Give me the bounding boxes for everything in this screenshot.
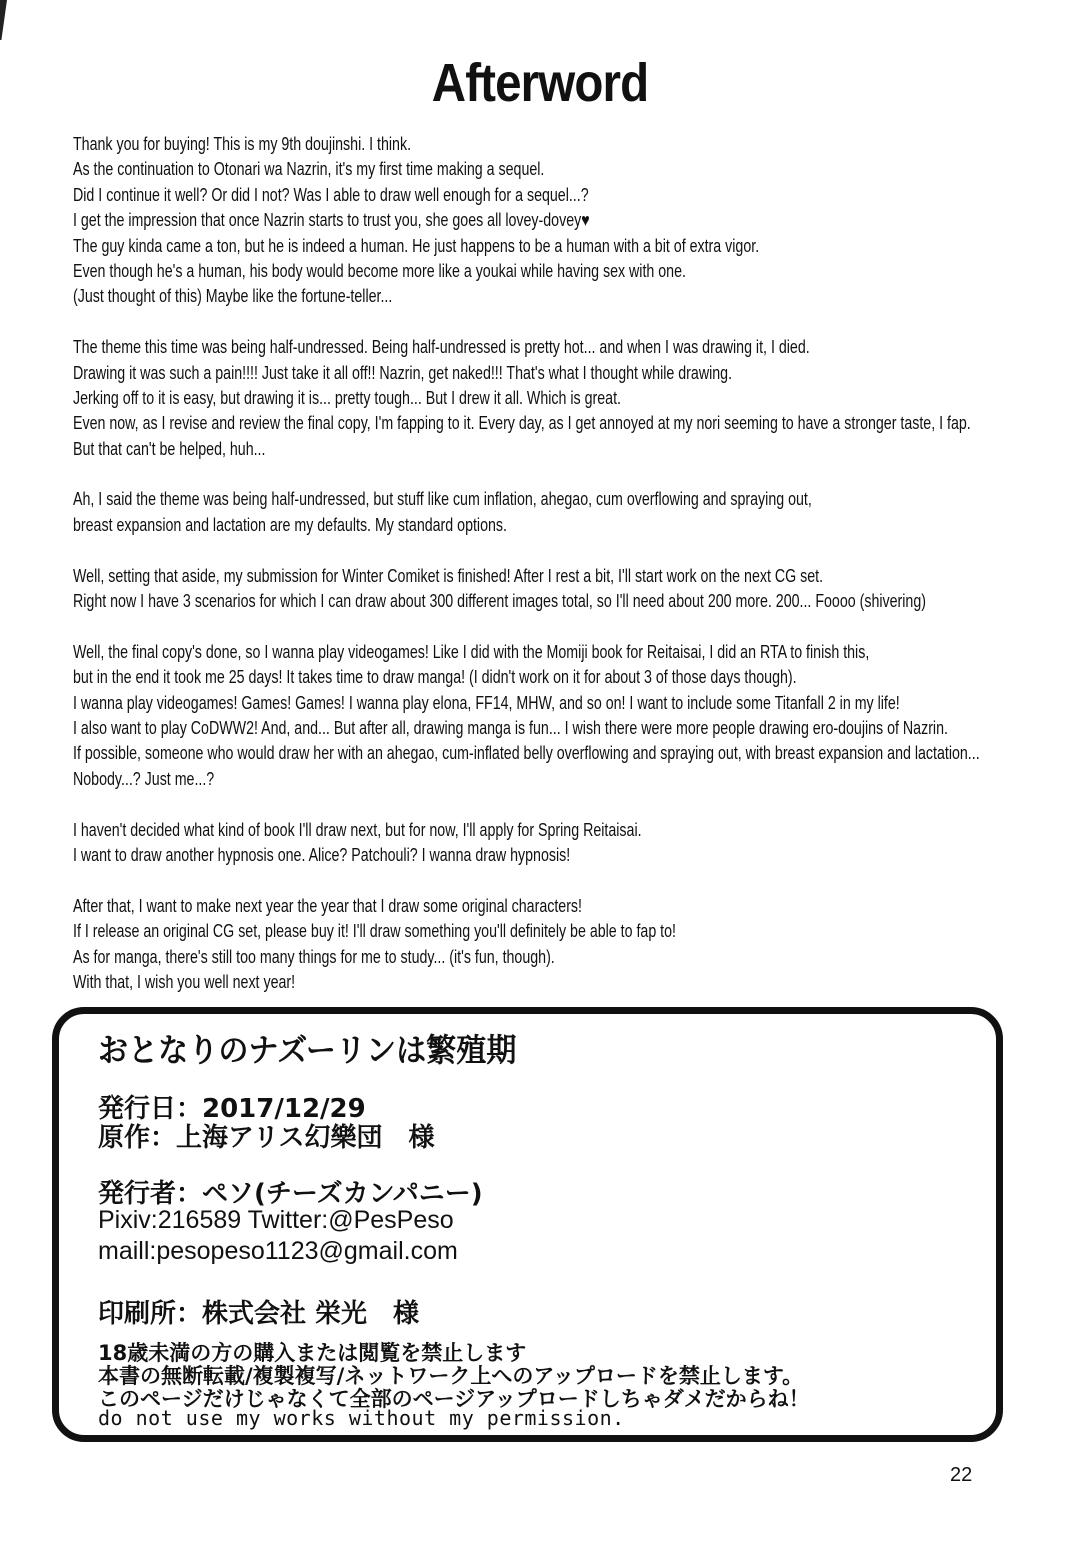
text-line: As the continuation to Otonari wa Nazrin, it's my first time making a sequel. (73, 159, 545, 180)
notice-permission: do not use my works without my permission. (98, 1406, 625, 1430)
paragraph-gap (73, 310, 1080, 335)
page-edge-mark (0, 0, 7, 40)
text-line: But that can't be helped, huh... (73, 438, 266, 459)
text-line: Did I continue it well? Or did I not? Was I able to draw well enough for a sequel...? (73, 184, 589, 205)
page-number: 22 (950, 1464, 973, 1486)
text-line: After that, I want to make next year the year that I draw some original characters! (73, 895, 583, 916)
paragraph-gap (73, 614, 1080, 639)
page-title: Afterword (431, 53, 649, 113)
text-line: Thank you for buying! This is my 9th doujinshi. I think. (73, 134, 412, 154)
text-line: If possible, someone who would draw her with an ahegao, cum-inflated belly overflowing and spraying out, with breast expansion and lactation... (73, 743, 980, 764)
publisher: 発行者：ペソ(チーズカンパニー) (98, 1179, 483, 1209)
text-line: Nobody...? Just me...? (73, 768, 215, 789)
original-work: 原作：上海アリス幻樂団 様 (98, 1123, 435, 1153)
paragraph-gap (73, 792, 1080, 817)
text-line: breast expansion and lactation are my defaults. My standard options. (73, 514, 507, 535)
text-line: Even now, as I revise and review the final copy, I'm fapping to it. Every day, as I get annoyed at my nori seeming to have a stronger taste, I fap. (73, 413, 971, 434)
text-line: I haven't decided what kind of book I'll draw next, but for now, I'll apply for Spring Reitaisai. (73, 819, 642, 840)
text-line: I also want to play CoDWW2! And, and... But after all, drawing manga is fun... I wish there were more people drawing ero-doujins of Nazrin. (73, 717, 948, 738)
text-line: If I release an original CG set, please buy it! I'll draw something you'll definitely be able to fap to! (73, 921, 677, 942)
social-accounts: Pixiv:216589 Twitter:@PesPeso (98, 1206, 454, 1234)
text-line: Ah, I said the theme was being half-undressed, but stuff like cum inflation, ahegao, cum overflowing and spraying out, (73, 489, 812, 510)
notice-age: 18歳未満の方の購入または閲覧を禁止します (98, 1341, 527, 1365)
text-line: Well, setting that aside, my submission for Winter Comiket is finished! After I rest a bit, I'll start work on the next CG set. (73, 565, 824, 586)
printer: 印刷所：株式会社 栄光 様 (98, 1299, 420, 1329)
paragraph-gap (73, 868, 1080, 893)
text-line: Even though he's a human, his body would become more like a youkai while having sex with one. (73, 260, 686, 281)
book-title: おとなりのナズーリンは繁殖期 (98, 1031, 517, 1069)
notice-upload: このページだけじゃなくて全部のページアップロードしちゃダメだからね！ (98, 1387, 810, 1411)
text-line: I get the impression that once Nazrin starts to trust you, she goes all lovey-dovey♥ (73, 210, 590, 231)
afterword-body (73, 132, 1080, 995)
text-line: (Just thought of this) Maybe like the fortune-teller... (73, 286, 393, 307)
email: maill:pesopeso1123@gmail.com (98, 1237, 458, 1265)
text-line: With that, I wish you well next year! (73, 971, 296, 992)
text-line: The theme this time was being half-undressed. Being half-undressed is pretty hot... and when I was drawing it, I died. (73, 337, 810, 358)
paragraph-gap (73, 462, 1080, 487)
notice-copy: 本書の無断転載/複製複写/ネットワーク上へのアップロードを禁止します。 (98, 1364, 804, 1388)
text-line: The guy kinda came a ton, but he is indeed a human. He just happens to be a human with a bit of extra vigor. (73, 235, 760, 256)
text-line: I wanna play videogames! Games! Games! I wanna play elona, FF14, MHW, and so on! I want to include some Titanfall 2 in my life! (73, 692, 900, 713)
text-line: Right now I have 3 scenarios for which I can draw about 300 different images total, so I'll need about 200 more. 200... Foooo (shivering) (73, 591, 926, 612)
text-line: Well, the final copy's done, so I wanna play videogames! Like I did with the Momiji book for Reitaisai, I did an RTA to finish this, (73, 641, 870, 662)
text-line: but in the end it took me 25 days! It takes time to draw manga! (I didn't work on it for about 3 of those days though). (73, 667, 797, 688)
text-line: Jerking off to it is easy, but drawing it is... pretty tough... But I drew it all. Which is great. (73, 387, 621, 408)
text-line: Drawing it was such a pain!!!! Just take it all off!! Nazrin, get naked!!! That's what I thought while drawing. (73, 362, 733, 383)
text-line: As for manga, there's still too many things for me to study... (it's fun, though). (73, 946, 555, 967)
publish-date: 発行日：2017/12/29 (98, 1094, 366, 1124)
text-line: I want to draw another hypnosis one. Alice? Patchouli? I wanna draw hypnosis! (73, 844, 571, 865)
paragraph-gap (73, 538, 1080, 563)
